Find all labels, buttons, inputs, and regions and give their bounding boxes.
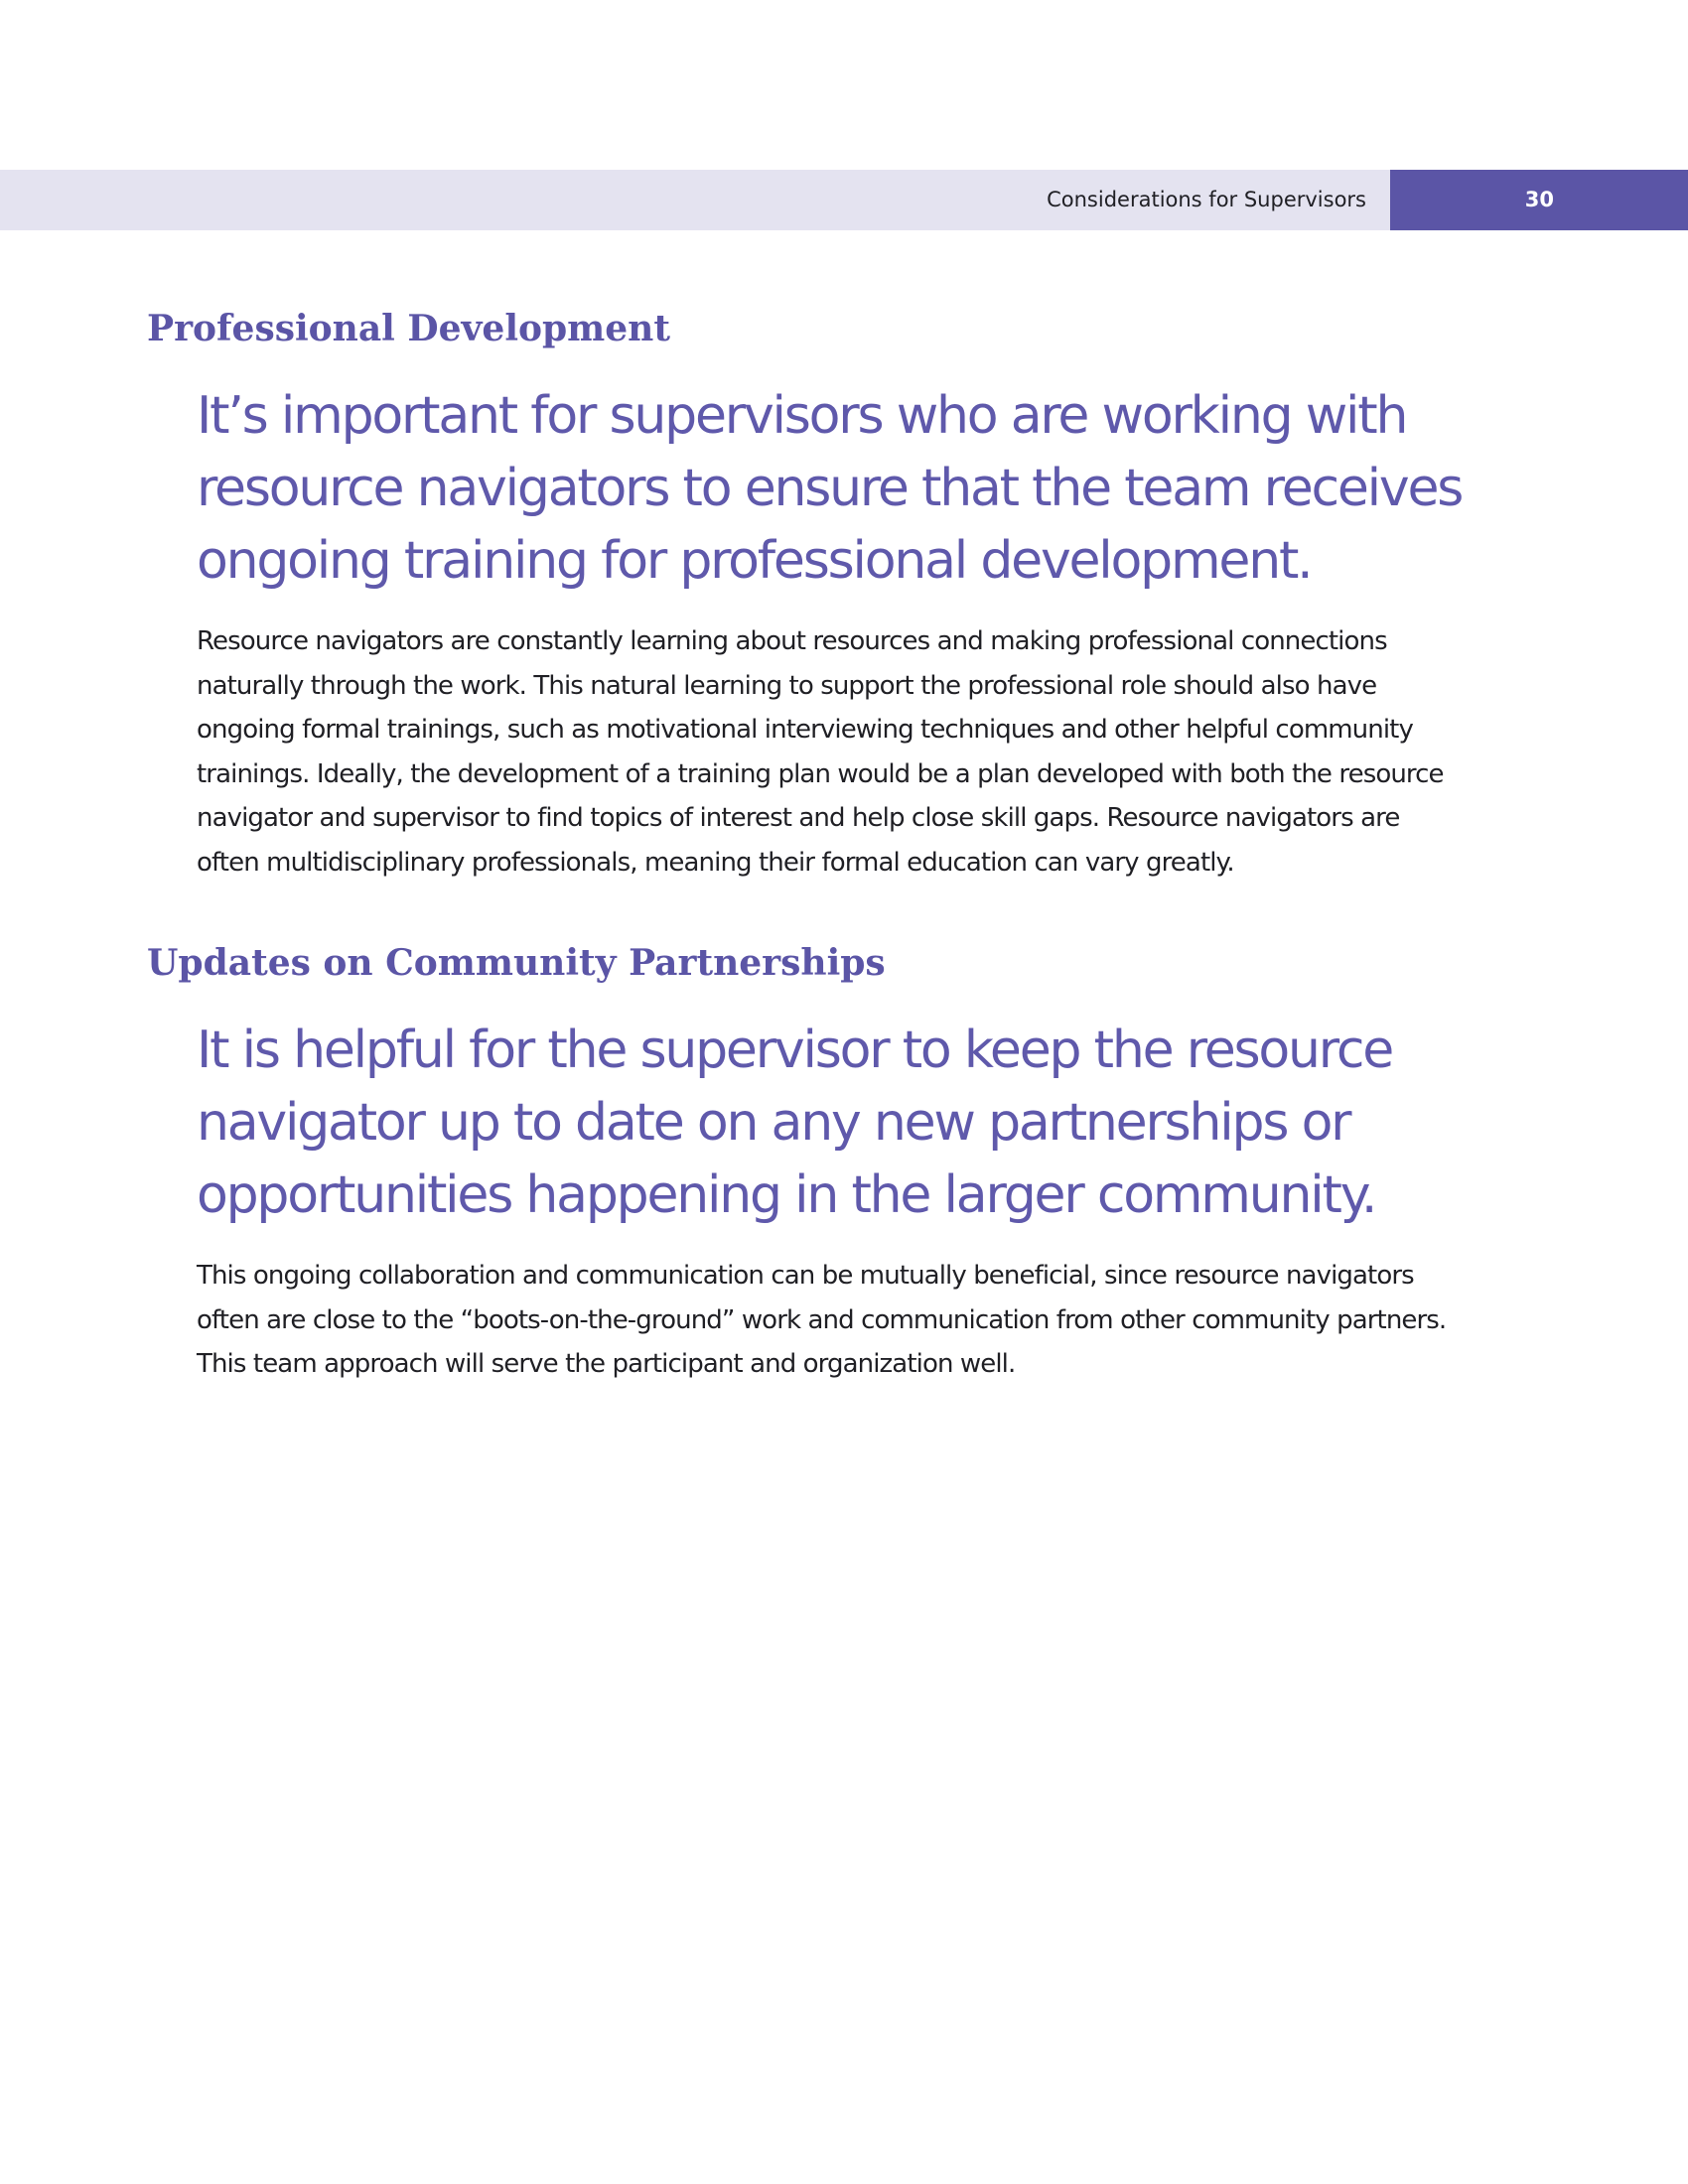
page-number: 30 bbox=[1524, 188, 1554, 211]
body-line: This ongoing collaboration and communication can be mutually beneficial, since resource navigators bbox=[197, 1261, 1414, 1292]
body-line: Resource navigators are constantly learning about resources and making professional connections bbox=[197, 626, 1387, 657]
body-line: often are close to the “boots-on-the-ground” work and communication from other community partners. bbox=[197, 1304, 1447, 1335]
pull-quote-line: It’s important for supervisors who are working with bbox=[197, 386, 1407, 447]
pull-quote-line: ongoing training for professional development. bbox=[197, 531, 1312, 592]
section-heading: Updates on Community Partnerships bbox=[147, 942, 886, 985]
body-paragraph bbox=[197, 619, 1587, 885]
section-community-partnerships bbox=[147, 942, 1537, 1387]
running-header-section-title: Considerations for Supervisors bbox=[1047, 188, 1366, 211]
body-line: trainings. Ideally, the development of a training plan would be a plan developed with both the resource bbox=[197, 758, 1444, 789]
body-line: often multidisciplinary professionals, meaning their formal education can vary greatly. bbox=[197, 847, 1234, 878]
pull-quote-line: It is helpful for the supervisor to keep the resource bbox=[197, 1021, 1393, 1081]
page-number-box bbox=[1390, 170, 1688, 230]
pull-quote bbox=[197, 380, 1567, 598]
pull-quote bbox=[197, 1015, 1567, 1232]
section-heading: Professional Development bbox=[147, 308, 670, 349]
page-content bbox=[147, 308, 1537, 1387]
pull-quote-line: resource navigators to ensure that the team receives bbox=[197, 459, 1463, 519]
section-professional-development bbox=[147, 308, 1537, 885]
body-line: navigator and supervisor to find topics of interest and help close skill gaps. Resource navigators are bbox=[197, 803, 1400, 834]
pull-quote-line: navigator up to date on any new partnerships or bbox=[197, 1093, 1350, 1154]
body-paragraph bbox=[197, 1254, 1587, 1387]
body-line: This team approach will serve the participant and organization well. bbox=[197, 1349, 1016, 1380]
pull-quote-line: opportunities happening in the larger community. bbox=[197, 1165, 1376, 1226]
body-line: naturally through the work. This natural learning to support the professional role should also have bbox=[197, 670, 1377, 701]
body-line: ongoing formal trainings, such as motivational interviewing techniques and other helpful community bbox=[197, 715, 1413, 746]
